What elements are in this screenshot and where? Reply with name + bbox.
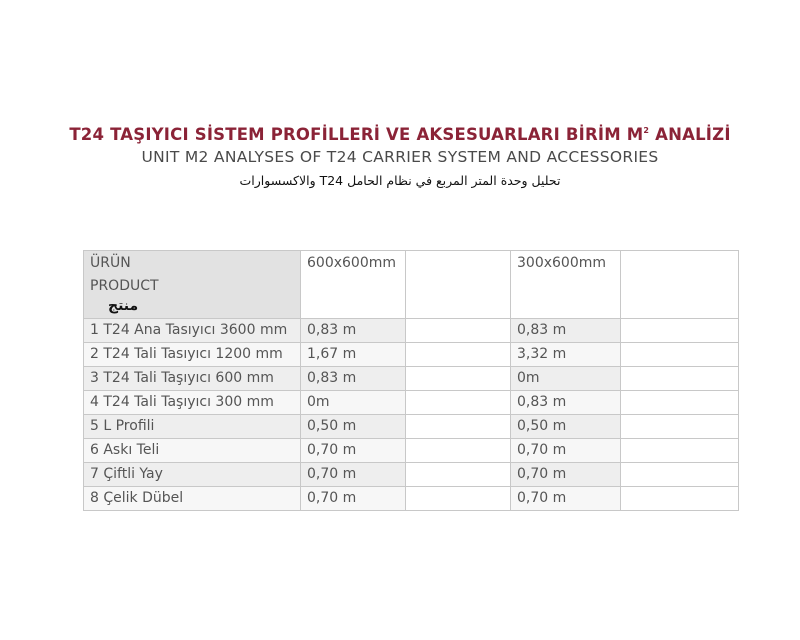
spacer-cell [621,319,739,343]
spacer-cell [621,439,739,463]
header-product-arabic: منتج [108,298,139,314]
analysis-table [83,250,739,511]
value-300-cell: 3,32 m [511,343,621,367]
title-superscript: 2 [643,126,650,135]
spacer-cell [406,391,511,415]
value-300-cell: 0,83 m [511,319,621,343]
value-600-cell: 0,83 m [301,319,406,343]
header-spacer-cell [406,251,511,319]
title-turkish [0,124,800,146]
table-header-row [84,251,739,319]
value-300-cell: 0m [511,367,621,391]
value-300-cell: 0,70 m [511,439,621,463]
spacer-cell [406,343,511,367]
spacer-cell [406,415,511,439]
product-cell: 1 T24 Ana Tasıyıcı 3600 mm [84,319,301,343]
title-english: UNIT M2 ANALYSES OF T24 CARRIER SYSTEM AND ACCESSORIES [141,148,659,166]
page-heading [0,124,800,190]
table-row [84,487,739,511]
spacer-cell [621,367,739,391]
spacer-cell [406,487,511,511]
value-600-cell: 0,70 m [301,463,406,487]
spacer-cell [621,487,739,511]
title-turkish-text: T24 TAŞIYICI SİSTEM PROFİLLERİ VE AKSESUARLARI BİRİM M [69,125,644,144]
title-turkish-end: ANALİZİ [649,125,731,144]
value-600-cell: 0,83 m [301,367,406,391]
header-600-label: 600x600mm [307,255,397,271]
table-row [84,367,739,391]
header-product-turkish: ÜRÜN [90,255,131,271]
header-product-cell [84,251,301,319]
product-cell: 6 Askı Teli [84,439,301,463]
value-300-cell: 0,50 m [511,415,621,439]
value-300-cell: 0,70 m [511,487,621,511]
value-600-cell: 0,70 m [301,487,406,511]
value-600-cell: 1,67 m [301,343,406,367]
header-300-label: 300x600mm [517,255,607,271]
value-600-cell: 0,70 m [301,439,406,463]
header-600-cell [301,251,406,319]
value-300-cell: 0,70 m [511,463,621,487]
table-row [84,319,739,343]
table-row [84,343,739,367]
product-cell: 3 T24 Tali Taşıyıcı 600 mm [84,367,301,391]
spacer-cell [621,415,739,439]
header-300-cell [511,251,621,319]
product-cell: 8 Çelik Dübel [84,487,301,511]
header-product-english: PRODUCT [90,278,159,294]
table-row [84,391,739,415]
spacer-cell [406,319,511,343]
header-spacer-cell [621,251,739,319]
product-cell: 7 Çiftli Yay [84,463,301,487]
spacer-cell [406,367,511,391]
title-arabic: تحليل وحدة المتر المربع في نظام الحامل T24 والاكسسوارات [239,173,561,188]
spacer-cell [621,343,739,367]
spacer-cell [621,463,739,487]
table-row [84,463,739,487]
product-cell: 5 L Profili [84,415,301,439]
value-600-cell: 0m [301,391,406,415]
product-cell: 2 T24 Tali Tasıyıcı 1200 mm [84,343,301,367]
product-cell: 4 T24 Tali Taşıyıcı 300 mm [84,391,301,415]
spacer-cell [406,463,511,487]
table-row [84,439,739,463]
spacer-cell [621,391,739,415]
table-row [84,415,739,439]
value-600-cell: 0,50 m [301,415,406,439]
value-300-cell: 0,83 m [511,391,621,415]
spacer-cell [406,439,511,463]
